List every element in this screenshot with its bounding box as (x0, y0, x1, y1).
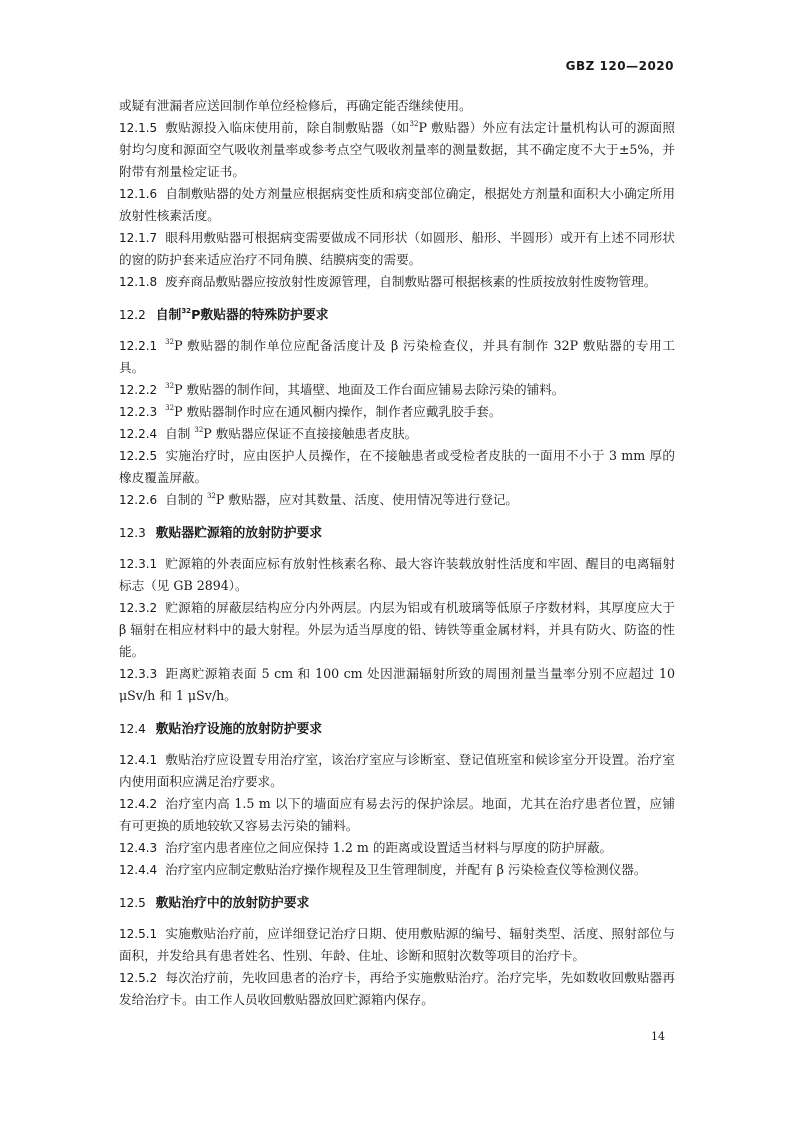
clause-12-2-5: 12.2.5 实施治疗时，应由医护人员操作，在不接触患者或受检者皮肤的一面用不小于 3 mm 厚的橡皮覆盖屏蔽。 (119, 448, 675, 485)
clause-12-3-3: 12.3.3 距离贮源箱表面 5 cm 和 100 cm 处因泄漏辐射所致的周围剂量当量率分别不应超过 10 μSv/h 和 1 μSv/h。 (119, 666, 675, 703)
clause-12-3-1: 12.3.1 贮源箱的外表面应标有放射性核素名称、最大容许装载放射性活度和牢固、醒目的电离辐射标志（见 GB 2894）。 (119, 556, 675, 593)
section-heading-12-5: 12.5 敷贴治疗中的放射防护要求 (119, 896, 310, 911)
clause-12-1-5: 12.1.5 敷贴源投入临床使用前，除自制敷贴器（如$^{32}$P 敷贴器）外应有法定计量机构认可的源面照射均匀度和源面空气吸收剂量率或参考点空气吸收剂量率的测量数据，其不确定度不大于±5%，并附带有剂量检定证书。 (119, 120, 675, 179)
document-code: GBZ 120—2020 (565, 59, 674, 73)
clause-12-2-4: 12.2.4 自制 $^{32}$P 敷贴器应保证不直接接触患者皮肤。 (119, 426, 418, 441)
clause-12-2-2: 12.2.2 $^{32}$P 敷贴器的制作间，其墙壁、地面及工作台面应铺易去除污染的铺料。 (119, 382, 565, 397)
clause-number: 12.1.5 (119, 121, 158, 135)
clause-12-3-2: 12.3.2 贮源箱的屏蔽层结构应分内外两层。内层为铝或有机玻璃等低原子序数材料，其厚度应大于 β 辐射在相应材料中的最大射程。外层为适当厚度的铅、铸铁等重金属材料，并具有防火、防盗的性能。 (119, 600, 675, 659)
clause-12-1-8: 12.1.8 废弃商品敷贴器应按放射性废源管理，自制敷贴器可根据核素的性质按放射性废物管理。 (119, 274, 657, 289)
clause-12-2-3: 12.2.3 $^{32}$P 敷贴器制作时应在通风橱内操作，制作者应戴乳胶手套。 (119, 404, 502, 419)
clause-12-1-7: 12.1.7 眼科用敷贴器可根据病变需要做成不同形状（如圆形、船形、半圆形）或开有上述不同形状的窗的防护套来适应治疗不同角膜、结膜病变的需要。 (119, 230, 675, 267)
clause-12-5-1: 12.5.1 实施敷贴治疗前，应详细登记治疗日期、使用敷贴源的编号、辐射类型、活度、照射部位与面积，并发给具有患者姓名、性别、年龄、住址、诊断和照射次数等项目的治疗卡。 (119, 926, 675, 963)
clause-12-5-2: 12.5.2 每次治疗前，先收回患者的治疗卡，再给予实施敷贴治疗。治疗完毕，先如数收回敷贴器再发给治疗卡。由工作人员收回敷贴器放回贮源箱内保存。 (119, 970, 675, 1007)
clause-12-4-2: 12.4.2 治疗室内高 1.5 m 以下的墙面应有易去污的保护涂层。地面，尤其在治疗患者位置，应铺有可更换的质地较软又容易去污染的铺料。 (119, 796, 675, 833)
page-number: 14 (651, 1030, 665, 1043)
section-heading-12-4: 12.4 敷贴治疗设施的放射防护要求 (119, 722, 323, 737)
document-body (119, 95, 675, 1011)
clause-12-4-3: 12.4.3 治疗室内患者座位之间应保持 1.2 m 的距离或设置适当材料与厚度的防护屏蔽。 (119, 840, 613, 855)
paragraph: 或疑有泄漏者应送回制作单位经检修后，再确定能否继续使用。 (119, 98, 472, 113)
clause-12-2-1: 12.2.1 $^{32}$P 敷贴器的制作单位应配备活度计及 β 污染检查仪，并具有制作 32P 敷贴器的专用工具。 (119, 338, 675, 375)
clause-12-2-6: 12.2.6 自制的 $^{32}$P 敷贴器，应对其数量、活度、使用情况等进行登记。 (119, 492, 519, 507)
section-heading-12-2: 12.2 自制$^{32}$P敷贴器的特殊防护要求 (119, 307, 329, 323)
clause-12-1-6: 12.1.6 自制敷贴器的处方剂量应根据病变性质和病变部位确定，根据处方剂量和面积大小确定所用放射性核素活度。 (119, 186, 675, 223)
section-heading-12-3: 12.3 敷贴器贮源箱的放射防护要求 (119, 526, 323, 541)
clause-12-4-1: 12.4.1 敷贴治疗应设置专用治疗室，该治疗室应与诊断室、登记值班室和候诊室分开设置。治疗室内使用面积应满足治疗要求。 (119, 752, 675, 789)
clause-12-4-4: 12.4.4 治疗室内应制定敷贴治疗操作规程及卫生管理制度，并配有 β 污染检查仪等检测仪器。 (119, 862, 647, 877)
